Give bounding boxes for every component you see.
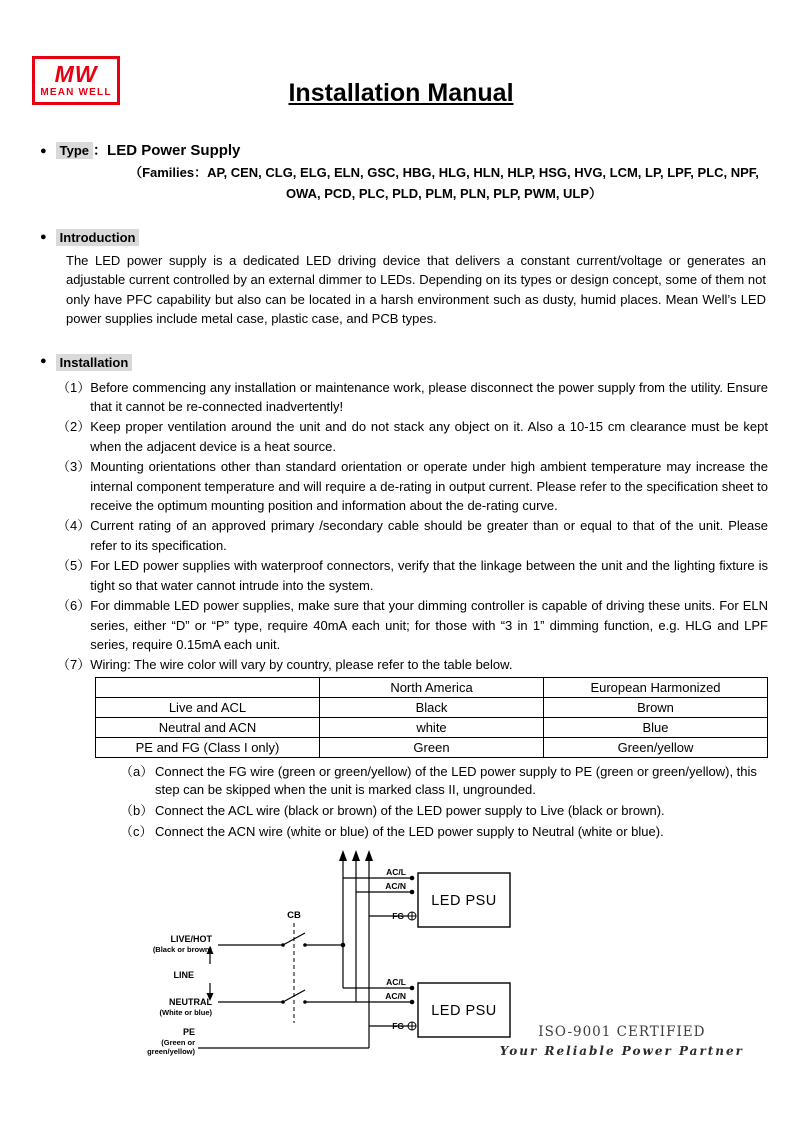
install-step-3 [57, 457, 768, 515]
step-text: Mounting orientations other than standard orientation or operate under high ambient temperature may increase the internal component temperature and will require a de-rating in output current. Please refer to the specification sheet to receive the optimum mounting position and information about the de-rating curve. [90, 459, 768, 514]
table-row-live [96, 697, 768, 717]
type-value: LED Power Supply [107, 142, 241, 159]
row-label: Neutral and ACN [96, 717, 320, 737]
bus-arrow-acl-icon [339, 850, 347, 861]
psu-bottom-label: LED PSU [431, 1003, 497, 1020]
slogan-text: Your Reliable Power Partner [499, 1044, 744, 1058]
substep-b [120, 802, 768, 821]
table-header-european: European Harmonized [544, 677, 768, 697]
type-separator: ： [93, 142, 108, 158]
terminal-fg-top-label: FG [392, 911, 404, 922]
substep-text: Connect the ACN wire (white or blue) of the LED power supply to Neutral (white or blue). [155, 823, 664, 839]
cb-label: CB [287, 910, 301, 922]
step-number: （6） [57, 598, 91, 614]
substep-a [120, 763, 768, 800]
install-step-5 [57, 556, 768, 595]
line-label: LINE [173, 970, 194, 981]
step-number: （2） [57, 419, 91, 435]
terminal-fg-bottom-label: FG [392, 1021, 404, 1032]
step-text: Current rating of an approved primary /secondary cable should be greater than or equal to that of the unit. Please refer to its specification. [90, 518, 768, 553]
terminal-acn-top-label: AC/N [385, 881, 406, 892]
table-corner-cell [96, 677, 320, 697]
footer [500, 1024, 744, 1058]
bullet-icon: ● [40, 230, 47, 243]
introduction-heading: Introduction [56, 229, 140, 246]
bullet-icon: ● [40, 355, 47, 368]
introduction-body: The LED power supply is a dedicated LED driving device that delivers a constant current/voltage or generates an adjustable current controlled by an external dimmer to LEDs. Depending on its types or design concept, some of them not only have PFC capability but also can be located in a harsh environment such as dusty, humid places. Mean Well’s LED power supplies include metal case, plastic case, and PCB types. [66, 253, 766, 327]
live-label: LIVE/HOT [170, 934, 212, 945]
install-step-4 [57, 516, 768, 555]
pe-sublabel-1: (Green or [161, 1038, 195, 1048]
wiring-lines [198, 859, 412, 1048]
installation-heading-row [40, 354, 802, 371]
pe-label: PE [182, 1027, 195, 1038]
row-label: PE and FG (Class I only) [96, 737, 320, 757]
substep-number: （b） [120, 802, 154, 818]
substep-number: （a） [120, 763, 154, 779]
type-section [40, 140, 802, 160]
step-text: For dimmable LED power supplies, make sure that your dimming controller is capable of driving these units. For ELN series, either “D” or “P” type, require 40mA each unit; for those with “3 in 1” dimming function, e.g. HLG and LPF series, require 0.15mA each unit. [90, 598, 768, 652]
table-row-pe [96, 737, 768, 757]
table-header-row [96, 677, 768, 697]
iso-certification-text: ISO-9001 CERTIFIED [538, 1024, 706, 1040]
pe-sublabel-2: green/yellow) [147, 1047, 195, 1057]
substep-c [120, 823, 768, 842]
wiring-substeps [0, 763, 802, 841]
introduction-heading-row [40, 229, 802, 246]
terminal-acl-bottom-label: AC/L [386, 977, 406, 988]
wiring-diagram-svg [128, 845, 548, 1067]
neutral-label: NEUTRAL [169, 997, 212, 1008]
wiring-diagram [128, 845, 548, 1067]
substep-text: Connect the ACL wire (black or brown) of the LED power supply to Live (black or brown). [155, 802, 665, 818]
cell-eu: Green/yellow [544, 737, 768, 757]
cell-eu: Brown [544, 697, 768, 717]
families-list: （Families：AP, CEN, CLG, ELG, ELN, GSC, HBG, HLG, HLN, HLP, HSG, HVG, LCM, LP, LPF, PLC, NPF, OWA, PCD, PLC, PLD, PLM, PLN, PLP, PWM, ULP） [129, 165, 759, 201]
step-text: Before commencing any installation or maintenance work, please disconnect the power supply from the utility. Ensure that it cannot be re-connected inadvertently! [90, 379, 768, 415]
install-step-2 [57, 417, 768, 456]
installation-steps [0, 378, 802, 675]
step-text: Keep proper ventilation around the unit and do not stack any object on it. Also a 10-15 cm clearance must be kept when the adjacent device is a heat source. [90, 419, 768, 454]
table-row-neutral [96, 717, 768, 737]
step-number: （3） [57, 459, 91, 475]
neutral-sublabel: (White or blue) [159, 1008, 212, 1018]
bus-arrow-acn-icon [352, 850, 360, 861]
fg-ground-symbols [408, 912, 416, 1030]
substep-text: Connect the FG wire (green or green/yellow) of the LED power supply to PE (green or green/yellow), this step can be skipped when the unit is marked class II, ungrounded. [155, 763, 757, 798]
cell-na: Black [320, 697, 544, 717]
page-title-text: Installation Manual [288, 79, 514, 107]
step-number: （7） [57, 657, 91, 673]
step-text: Wiring: The wire color will vary by country, please refer to the table below. [90, 657, 513, 673]
step-number: （1） [57, 379, 91, 395]
direction-arrows [207, 850, 374, 1001]
substep-number: （c） [120, 823, 153, 839]
install-step-1 [57, 378, 768, 417]
cell-na: white [320, 717, 544, 737]
logo-monogram: MW [54, 61, 98, 87]
type-label: Type [56, 142, 93, 159]
terminal-acn-bottom-label: AC/N [385, 991, 406, 1002]
psu-top-label: LED PSU [431, 893, 497, 910]
row-label: Live and ACL [96, 697, 320, 717]
cell-eu: Blue [544, 717, 768, 737]
step-text: For LED power supplies with waterproof connectors, verify that the linkage between the unit and the lighting fixture is tight so that water cannot intrude into the system. [90, 558, 768, 593]
cell-na: Green [320, 737, 544, 757]
meanwell-logo [32, 56, 120, 105]
wiring-color-table [95, 677, 768, 758]
bullet-icon: ● [40, 145, 47, 157]
live-sublabel: (Black or brown) [152, 945, 212, 955]
logo-brand-text: MEAN WELL [40, 87, 112, 98]
bus-arrow-fg-icon [365, 850, 373, 861]
step-number: （5） [57, 558, 91, 574]
install-step-7 [57, 655, 768, 674]
terminal-acl-top-label: AC/L [386, 867, 406, 878]
table-header-north-america: North America [320, 677, 544, 697]
page-title [0, 0, 802, 108]
step-number: （4） [57, 518, 91, 534]
install-step-6 [57, 596, 768, 654]
installation-heading: Installation [56, 354, 133, 371]
